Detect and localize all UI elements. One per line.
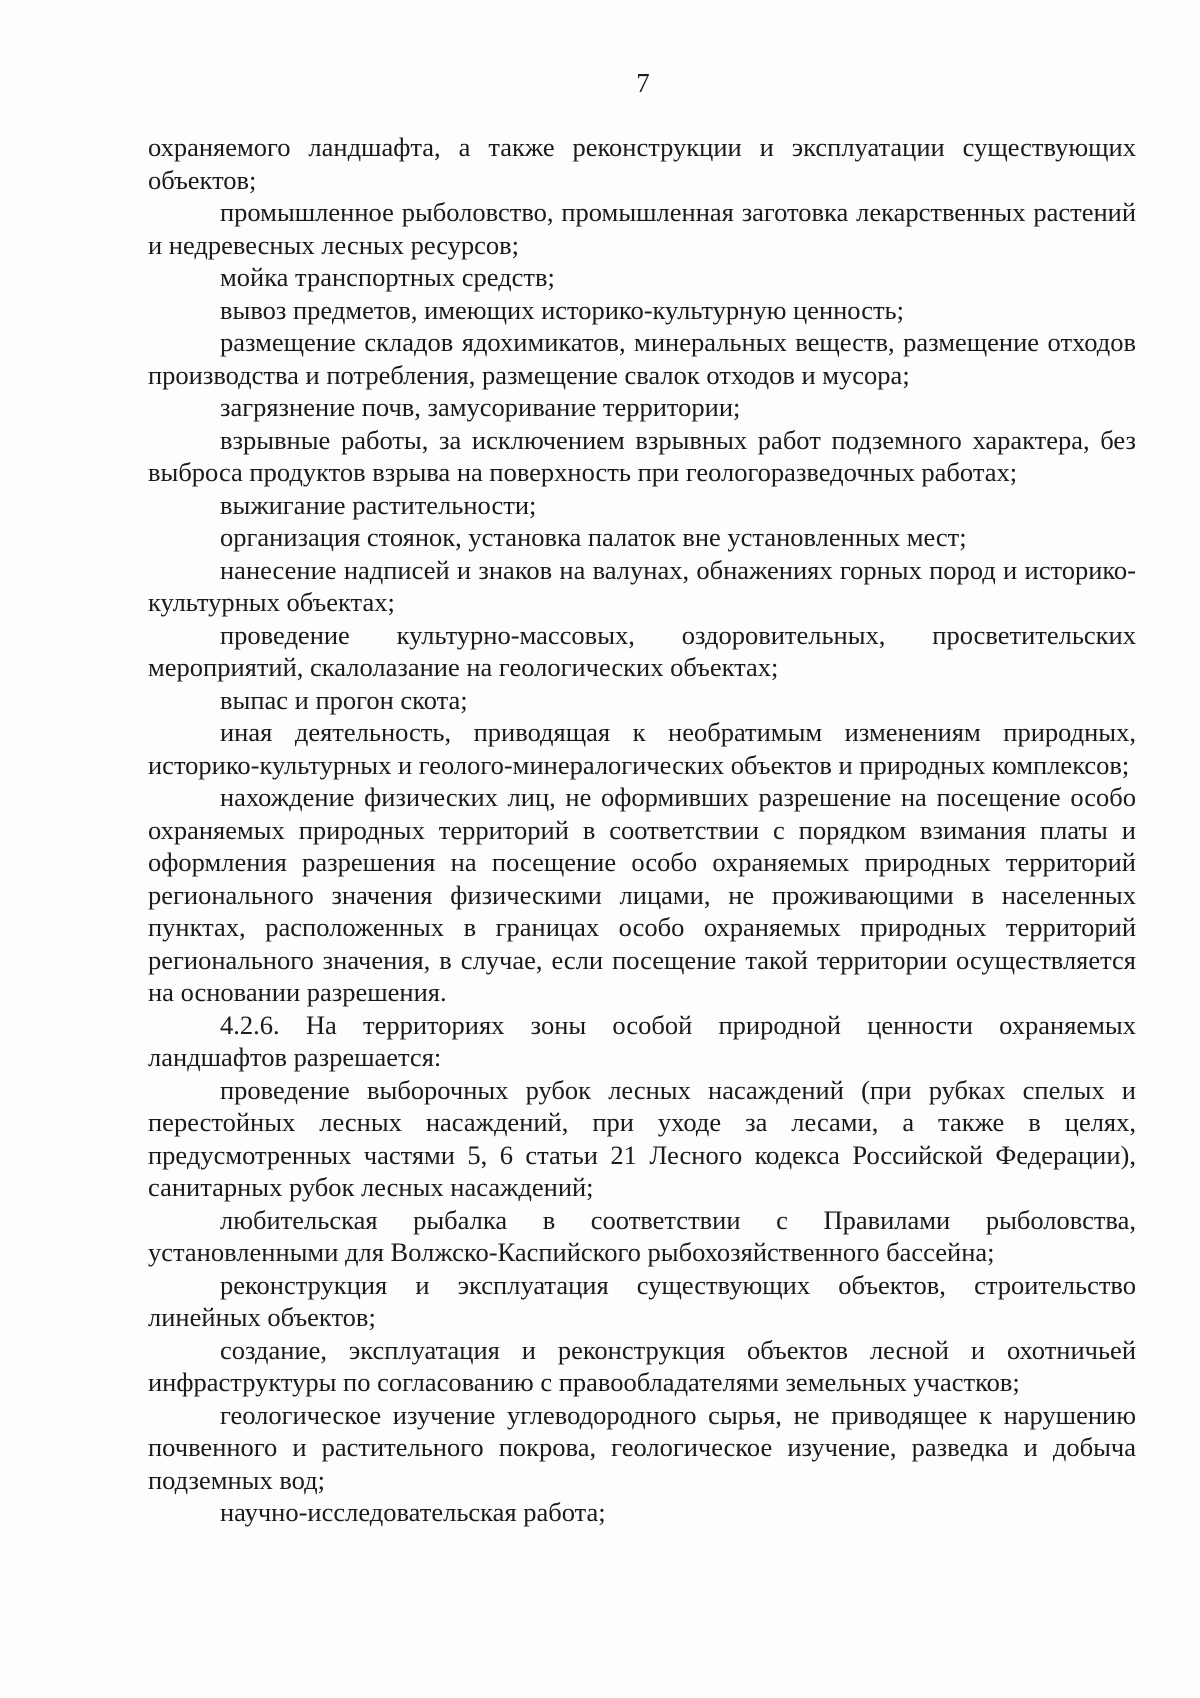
paragraph: выжигание растительности; xyxy=(220,489,537,520)
paragraph: промышленное рыболовство, промышленная заготовка лекарственных растений и недревесных лесных ресурсов; xyxy=(148,197,1136,260)
paragraph: выпас и прогон скота; xyxy=(220,684,468,715)
paragraph: любительская рыбалка в соответствии с Правилами рыболовства, установленными для Волжско-Каспийского рыбохозяйственного бассейна; xyxy=(148,1204,1136,1267)
paragraph: геологическое изучение углеводородного сырья, не приводящее к нарушению почвенного и растительного покрова, геологическое изучение, разведка и добыча подземных вод; xyxy=(148,1399,1136,1495)
paragraph: взрывные работы, за исключением взрывных работ подземного характера, без выброса продуктов взрыва на поверхность при геологоразведочных работах; xyxy=(148,424,1136,487)
page-number: 7 xyxy=(636,68,650,98)
paragraph: размещение складов ядохимикатов, минеральных веществ, размещение отходов производства и потребления, размещение свалок отходов и мусора; xyxy=(148,327,1136,390)
body-text xyxy=(148,131,1136,1529)
paragraph: проведение выборочных рубок лесных насаждений (при рубках спелых и перестойных лесных насаждений, при уходе за лесами, а также в целях, предусмотренных частями 5, 6 статьи 21 Лесного кодекса Российской Федерации), санитарных рубок лесных насаждений; xyxy=(148,1074,1136,1202)
paragraph: создание, эксплуатация и реконструкция объектов лесной и охотничьей инфраструктуры по согласованию с правообладателями земельных участков; xyxy=(148,1334,1136,1397)
paragraph: вывоз предметов, имеющих историко-культурную ценность; xyxy=(220,294,905,325)
paragraph: мойка транспортных средств; xyxy=(220,262,555,292)
section-paragraph: 4.2.6. На территориях зоны особой природной ценности охраняемых ландшафтов разрешается: xyxy=(148,1009,1136,1072)
paragraph: загрязнение почв, замусоривание территории; xyxy=(220,392,741,422)
paragraph: организация стоянок, установка палаток вне установленных мест; xyxy=(220,522,967,552)
paragraph: нанесение надписей и знаков на валунах, обнажениях горных пород и историко-культурных объектах; xyxy=(148,554,1136,617)
paragraph: нахождение физических лиц, не оформивших разрешение на посещение особо охраняемых природных территорий в соответствии с порядком взимания платы и оформления разрешения на посещение особо охраняемых природных территорий регионального значения физическими лицами, не проживающими в населенных пунктах, расположенных в границах особо охраняемых природных территорий регионального значения, в случае, если посещение такой территории осуществляется на основании разрешения. xyxy=(148,782,1136,1007)
paragraph: реконструкция и эксплуатация существующих объектов, строительство линейных объектов; xyxy=(148,1269,1136,1332)
paragraph: научно-исследовательская работа; xyxy=(220,1497,606,1527)
paragraph: охраняемого ландшафта, а также реконструкции и эксплуатации существующих объектов; xyxy=(148,132,1136,195)
paragraph: иная деятельность, приводящая к необратимым изменениям природных, историко-культурных и геолого-минералогических объектов и природных комплексов; xyxy=(148,717,1136,780)
paragraph: проведение культурно-массовых, оздоровительных, просветительских мероприятий, скалолазание на геологических объектах; xyxy=(148,619,1136,682)
